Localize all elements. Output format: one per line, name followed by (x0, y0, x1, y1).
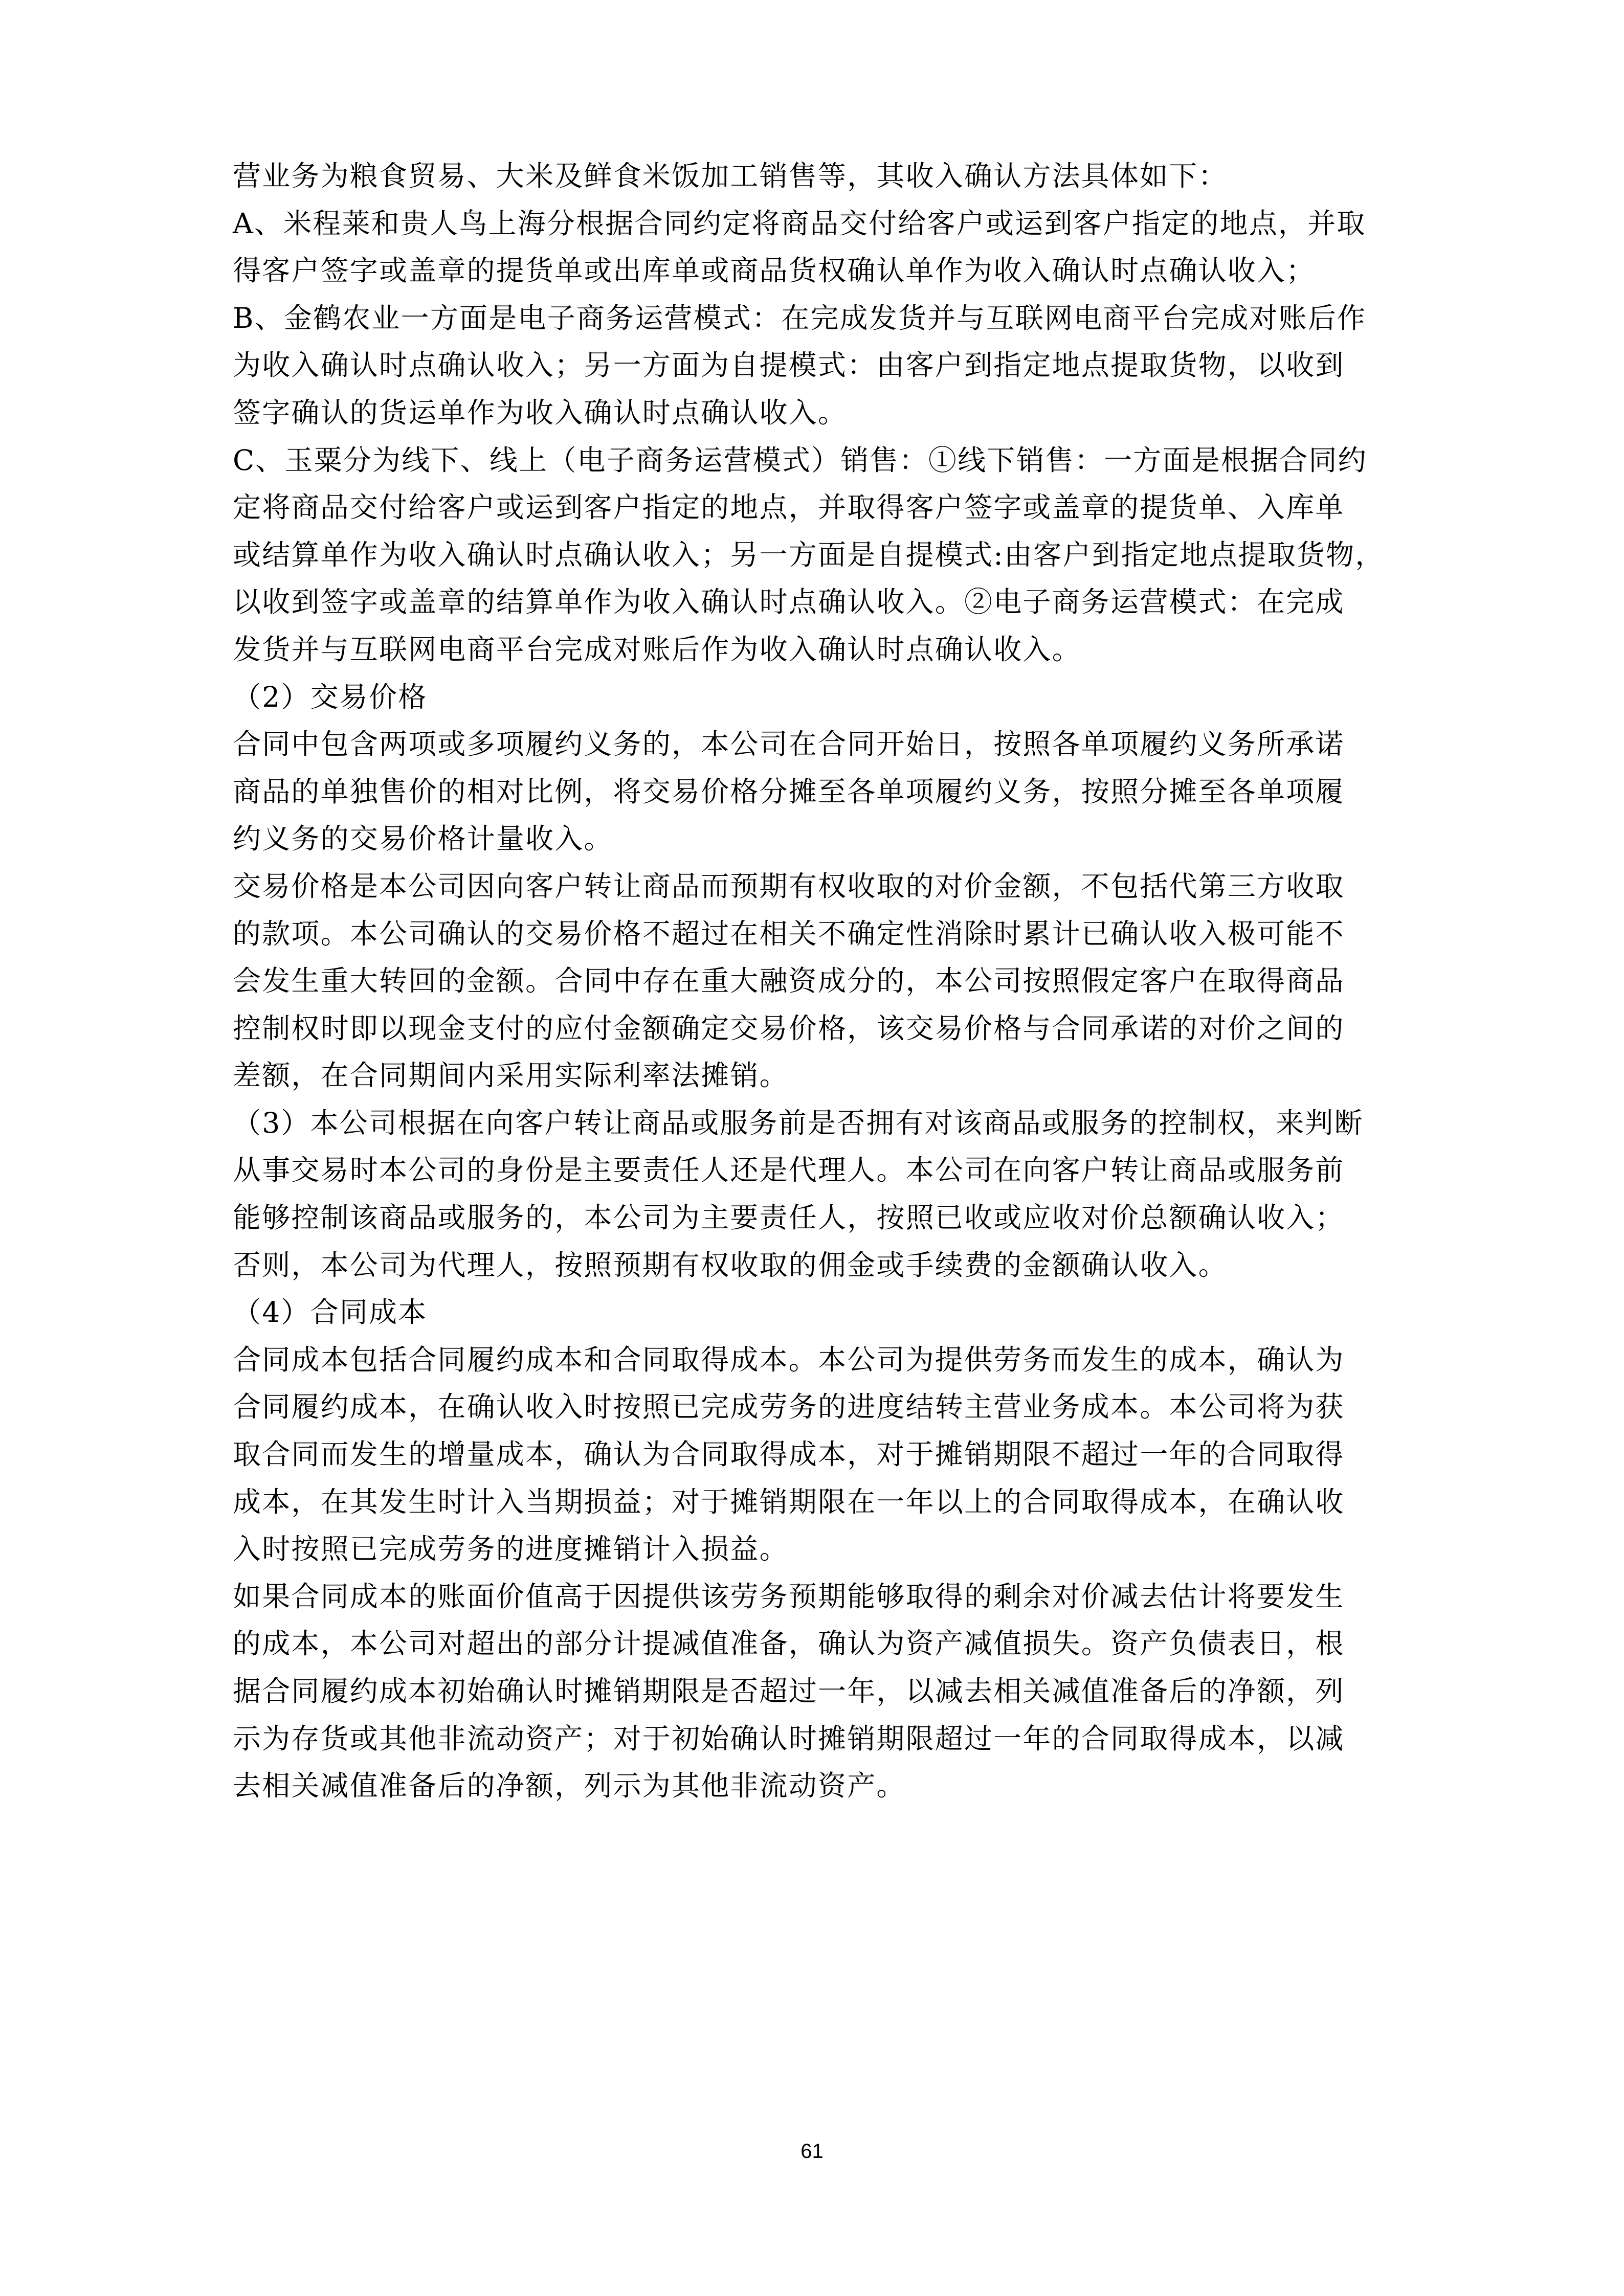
document-body (233, 152, 1481, 1810)
text-line: （3）本公司根据在向客户转让商品或服务前是否拥有对该商品或服务的控制权，来判断 (233, 1106, 1364, 1139)
text-line: 合同履约成本，在确认收入时按照已完成劳务的进度结转主营业务成本。本公司将为获 (233, 1390, 1345, 1424)
text-line: 成本，在其发生时计入当期损益；对于摊销期限在一年以上的合同取得成本，在确认收 (233, 1485, 1345, 1518)
text-line: 能够控制该商品或服务的，本公司为主要责任人，按照已收或应收对价总额确认收入； (233, 1201, 1345, 1234)
text-line: 合同中包含两项或多项履约义务的，本公司在合同开始日，按照各单项履约义务所承诺 (233, 728, 1345, 761)
text-line: 入时按照已完成劳务的进度摊销计入损益。 (233, 1533, 789, 1566)
text-line: 据合同履约成本初始确认时摊销期限是否超过一年，以减去相关减值准备后的净额，列 (233, 1675, 1345, 1707)
text-line: 为收入确认时点确认收入；另一方面为自提模式：由客户到指定地点提取货物，以收到 (233, 349, 1345, 382)
section-heading: （4）合同成本 (233, 1296, 428, 1329)
text-line: 营业务为粮食贸易、大米及鲜食米饭加工销售等，其收入确认方法具体如下： (233, 160, 1228, 192)
text-line: 约义务的交易价格计量收入。 (233, 822, 613, 856)
text-line: 控制权时即以现金支付的应付金额确定交易价格，该交易价格与合同承诺的对价之间的 (233, 1011, 1345, 1045)
text-line: 会发生重大转回的金额。合同中存在重大融资成分的，本公司按照假定客户在取得商品 (233, 964, 1345, 998)
text-line: A、米程莱和贵人鸟上海分根据合同约定将商品交付给客户或运到客户指定的地点，并取 (233, 207, 1366, 240)
text-line: 去相关减值准备后的净额，列示为其他非流动资产。 (233, 1769, 906, 1803)
text-line: 或结算单作为收入确认时点确认收入；另一方面是自提模式:由客户到指定地点提取货物， (233, 538, 1385, 571)
text-line: 示为存货或其他非流动资产；对于初始确认时摊销期限超过一年的合同取得成本，以减 (233, 1722, 1345, 1755)
text-line: 发货并与互联网电商平台完成对账后作为收入确认时点确认收入。 (233, 633, 1081, 666)
text-line: 定将商品交付给客户或运到客户指定的地点，并取得客户签字或盖章的提货单、入库单 (233, 491, 1345, 524)
text-line: 的成本，本公司对超出的部分计提减值准备，确认为资产减值损失。资产负债表日，根 (233, 1627, 1345, 1660)
text-line: 取合同而发生的增量成本，确认为合同取得成本，对于摊销期限不超过一年的合同取得 (233, 1438, 1345, 1471)
text-line: 合同成本包括合同履约成本和合同取得成本。本公司为提供劳务而发生的成本，确认为 (233, 1343, 1345, 1376)
text-line: 从事交易时本公司的身份是主要责任人还是代理人。本公司在向客户转让商品或服务前 (233, 1154, 1345, 1187)
text-line: 差额，在合同期间内采用实际利率法摊销。 (233, 1059, 789, 1092)
text-line: 如果合同成本的账面价值高于因提供该劳务预期能够取得的剩余对价减去估计将要发生 (233, 1580, 1345, 1613)
text-line: 签字确认的货运单作为收入确认时点确认收入。 (233, 396, 848, 429)
page-number: 61 (800, 2140, 824, 2163)
text-line: 交易价格是本公司因向客户转让商品而预期有权收取的对价金额，不包括代第三方收取 (233, 869, 1345, 903)
text-line: 商品的单独售价的相对比例，将交易价格分摊至各单项履约义务，按照分摊至各单项履 (233, 775, 1345, 808)
text-line: B、金鹤农业一方面是电子商务运营模式：在完成发货并与互联网电商平台完成对账后作 (233, 301, 1367, 334)
section-heading: （2）交易价格 (233, 680, 428, 713)
text-line: 以收到签字或盖章的结算单作为收入确认时点确认收入。②电子商务运营模式：在完成 (233, 586, 1345, 619)
text-line: 的款项。本公司确认的交易价格不超过在相关不确定性消除时累计已确认收入极可能不 (233, 917, 1345, 950)
text-line: 否则，本公司为代理人，按照预期有权收取的佣金或手续费的金额确认收入。 (233, 1248, 1228, 1281)
text-line: C、玉粟分为线下、线上（电子商务运营模式）销售：①线下销售：一方面是根据合同约 (233, 443, 1367, 477)
text-line: 得客户签字或盖章的提货单或出库单或商品货权确认单作为收入确认时点确认收入； (233, 254, 1316, 287)
